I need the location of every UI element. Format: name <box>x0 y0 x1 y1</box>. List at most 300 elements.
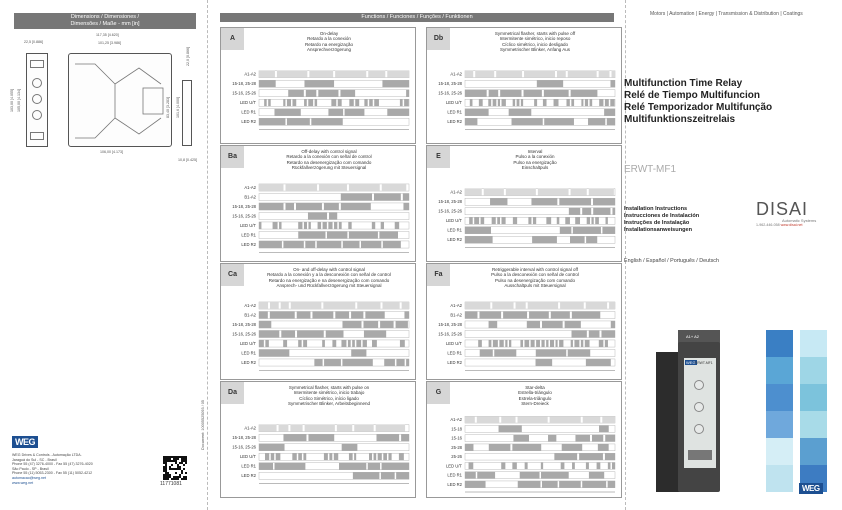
signal-pulse <box>551 311 570 318</box>
signal-label: LED R1 <box>241 463 256 469</box>
signal-pulse <box>306 90 316 97</box>
title-es: Relé de Tiempo Multifuncion <box>624 90 760 101</box>
signal-pulse <box>559 481 581 488</box>
signal-pulse <box>572 311 600 318</box>
signal-pulse <box>259 118 285 125</box>
signal-pulse <box>368 71 385 78</box>
color-tile <box>800 411 827 438</box>
title-de: Multifunktionszeitrelais <box>624 114 736 125</box>
signal-pulse <box>382 184 406 191</box>
signal-pulse <box>342 444 358 451</box>
signal-label: 25-28 <box>451 444 462 450</box>
signal-pulse <box>536 340 540 347</box>
company-address <box>12 453 122 485</box>
description-line: Interval <box>527 149 543 154</box>
signal-label: A1-A2 <box>450 71 462 77</box>
signal-track <box>465 99 615 106</box>
signal-pulse <box>342 321 361 328</box>
signal-label: LED U/T <box>239 454 256 460</box>
signal-pulse <box>542 321 563 328</box>
signal-pulse <box>334 222 337 229</box>
signal-pulse <box>571 99 574 106</box>
signal-pulse <box>312 311 333 318</box>
signal-pulse <box>605 453 615 460</box>
signal-pulse <box>488 99 491 106</box>
relay-weg-badge: WEG <box>686 360 696 365</box>
dimensions-header <box>14 13 196 27</box>
signal-pulse <box>505 340 507 347</box>
signal-pulse <box>611 71 615 78</box>
signal-pulse <box>560 227 572 234</box>
dim-depth-label: 106,00 [4.173] <box>100 150 123 154</box>
signal-pulse <box>298 222 302 229</box>
signal-track <box>465 340 615 347</box>
signal-pulse <box>479 99 483 106</box>
signal-pulse <box>489 444 511 451</box>
signal-track <box>465 462 615 469</box>
signal-pulse <box>586 302 607 309</box>
signal-pulse <box>498 99 500 106</box>
dim-height-label: 83,40 [3.283] <box>166 97 170 118</box>
signal-pulse <box>345 109 365 116</box>
signal-label: B1-A2 <box>244 312 256 318</box>
signal-pulse <box>259 425 277 432</box>
signal-label: A1-A2 <box>244 302 256 308</box>
signal-pulse <box>608 462 611 469</box>
signal-pulse <box>292 453 296 460</box>
signal-label: LED R2 <box>241 473 256 479</box>
description-line: Retardo na energização <box>304 41 354 47</box>
signal-label: LED R2 <box>447 359 462 365</box>
signal-pulse <box>499 425 522 432</box>
signal-pulse <box>499 340 503 347</box>
signal-pulse <box>512 444 541 451</box>
timing-diagram <box>429 58 619 142</box>
signal-pulse <box>324 359 341 366</box>
document-number: Document: 10005525093 / 05 <box>201 399 205 450</box>
signal-pulse <box>525 340 530 347</box>
signal-pulse <box>291 302 322 309</box>
description-line: Ansprechverzögerung <box>306 47 352 53</box>
terminal-block <box>30 60 44 68</box>
signal-pulse <box>490 198 507 205</box>
signal-label: LED U/T <box>445 218 462 224</box>
signal-pulse <box>341 203 371 210</box>
signal-pulse <box>521 99 523 106</box>
signal-pulse <box>379 231 398 238</box>
signal-pulse <box>354 425 373 432</box>
color-tile <box>766 438 793 465</box>
signal-pulse <box>585 340 590 347</box>
signal-pulse <box>265 453 269 460</box>
website-link[interactable]: www.weg.net <box>12 480 34 485</box>
description-line: Symmetrical flasher, starts with pulse off <box>494 31 576 36</box>
signal-pulse <box>348 222 351 229</box>
signal-pulse <box>369 453 372 460</box>
functions-header <box>220 13 614 22</box>
color-tile <box>766 465 793 492</box>
function-code: Da <box>221 382 244 404</box>
signal-pulse <box>506 189 536 196</box>
signal-pulse <box>259 203 284 210</box>
signal-pulse <box>565 321 581 328</box>
signal-pulse <box>574 340 579 347</box>
signal-pulse <box>581 340 583 347</box>
signal-pulse <box>602 227 615 234</box>
signal-pulse <box>388 453 391 460</box>
description-line: Estrela-triângulo <box>518 395 552 401</box>
signal-pulse <box>378 453 382 460</box>
signal-track <box>465 208 615 215</box>
signal-pulse <box>396 321 408 328</box>
company-block <box>12 432 122 485</box>
signal-pulse <box>517 99 520 106</box>
signal-label: 15-18, 25-28 <box>438 199 462 205</box>
signal-label: LED U/T <box>239 222 256 228</box>
signal-label: LED U/T <box>445 100 462 106</box>
relay-product-image <box>656 330 736 495</box>
signal-pulse <box>586 236 597 243</box>
signal-pulse <box>572 330 587 337</box>
signal-pulse <box>591 217 593 224</box>
signal-pulse <box>270 302 279 309</box>
signal-pulse <box>383 453 387 460</box>
signal-pulse <box>309 71 333 78</box>
signal-pulse <box>305 241 315 248</box>
signal-pulse <box>575 217 580 224</box>
function-code: Db <box>427 28 450 50</box>
description-line: Cíclico Simétrico, início ligado <box>299 395 359 401</box>
signal-pulse <box>465 90 487 97</box>
signal-label: A1-A2 <box>244 71 256 77</box>
model-name: ERWT-MF1 <box>624 164 677 175</box>
function-description <box>245 267 413 289</box>
signal-pulse <box>270 311 295 318</box>
signal-pulse <box>586 462 589 469</box>
signal-label: LED R1 <box>241 232 256 238</box>
color-tile <box>766 357 793 384</box>
description-line: Retardo na desenergização com comando <box>286 159 372 165</box>
signal-pulse <box>374 453 377 460</box>
signal-pulse <box>372 340 377 347</box>
description-line: Symmetrischer Blinker, Anfang Aus <box>499 47 571 53</box>
timing-diagram <box>223 412 413 496</box>
description-line: Intermitente simétrico, inicio trabajo <box>293 390 365 396</box>
signal-pulse <box>354 453 356 460</box>
function-code: A <box>221 28 244 50</box>
signal-label: 15-16, 25-26 <box>438 331 462 337</box>
signal-pulse <box>308 99 313 106</box>
signal-pulse <box>465 302 490 309</box>
signal-pulse <box>351 311 363 318</box>
signal-pulse <box>334 453 338 460</box>
signal-pulse <box>589 330 600 337</box>
signal-pulse <box>286 203 294 210</box>
function-code: G <box>427 382 450 404</box>
signal-label: LED R1 <box>447 109 462 115</box>
signal-pulse <box>598 444 609 451</box>
color-tile <box>766 330 793 357</box>
signal-pulse <box>304 99 307 106</box>
signal-pulse <box>273 222 278 229</box>
signal-pulse <box>469 462 474 469</box>
description-line: Estrella-triángulo <box>518 390 552 396</box>
signal-pulse <box>546 340 548 347</box>
dimensions-title: Dimensions / Dimensiones / Dimensões / Maße - mm [in] <box>14 13 196 29</box>
signal-pulse <box>259 71 275 78</box>
signal-pulse <box>387 109 409 116</box>
email-link[interactable]: automacao@weg.net <box>12 475 47 480</box>
signal-pulse <box>281 302 289 309</box>
signal-pulse <box>283 434 306 441</box>
signal-pulse <box>314 359 322 366</box>
description-line: Retriggerable interval with control signal off <box>492 267 578 272</box>
signal-label: 15-16 <box>451 435 462 441</box>
signal-pulse <box>588 118 605 125</box>
relay-terminal-label: A1+ A2 <box>686 334 700 339</box>
signal-pulse <box>509 109 532 116</box>
signal-pulse <box>492 302 513 309</box>
function-box-fa <box>426 263 622 380</box>
signal-pulse <box>513 99 515 106</box>
function-box-e <box>426 145 622 262</box>
signal-pulse <box>283 99 285 106</box>
signal-pulse <box>503 311 527 318</box>
signal-pulse <box>554 99 559 106</box>
color-tile <box>800 357 827 384</box>
signal-label: B1-A2 <box>450 312 462 318</box>
signal-pulse <box>599 425 609 432</box>
signal-pulse <box>524 90 542 97</box>
signal-pulse <box>298 231 325 238</box>
signal-pulse <box>276 453 281 460</box>
signal-label: LED R2 <box>241 359 256 365</box>
weg-logo: WEG <box>799 483 823 494</box>
signal-pulse <box>329 453 332 460</box>
signal-pulse <box>259 444 285 451</box>
relay-knob-icon <box>694 424 704 434</box>
signal-label: LED R1 <box>241 109 256 115</box>
dimensions-panel <box>0 0 208 510</box>
signal-pulse <box>402 302 409 309</box>
signal-pulse <box>581 99 583 106</box>
instructions-es: Instrucciones de Instalación <box>624 213 700 219</box>
description-line: On- and off-delay with control signal <box>293 267 365 272</box>
signal-pulse <box>265 340 268 347</box>
signal-pulse <box>324 453 328 460</box>
functions-title: Functions / Funciones / Funções / Funktionen <box>220 13 614 22</box>
signal-track <box>465 425 615 432</box>
signal-pulse <box>353 472 380 479</box>
signal-label: LED R1 <box>447 350 462 356</box>
signal-label: 15-18 <box>451 426 462 432</box>
signal-pulse <box>395 222 399 229</box>
signal-pulse <box>520 472 540 479</box>
signal-pulse <box>518 481 541 488</box>
signal-pulse <box>605 340 608 347</box>
signal-pulse <box>465 189 482 196</box>
signal-pulse <box>259 340 264 347</box>
signal-pulse <box>374 99 379 106</box>
signal-pulse <box>528 302 558 309</box>
signal-label: LED R2 <box>447 481 462 487</box>
function-code: Fa <box>427 264 450 286</box>
signal-pulse <box>277 71 307 78</box>
signal-pulse <box>489 90 499 97</box>
signal-pulse <box>609 302 615 309</box>
signal-pulse <box>341 340 346 347</box>
signal-label: LED U/T <box>445 463 462 469</box>
signal-pulse <box>593 198 615 205</box>
signal-pulse <box>465 481 486 488</box>
title-pt: Relé Temporizador Multifunção <box>624 102 773 113</box>
dim-height-label: 103,00 [4.055] <box>10 89 14 112</box>
weg-logo: WEG <box>12 436 38 448</box>
signal-pulse <box>318 222 322 229</box>
signal-pulse <box>363 321 378 328</box>
title-en: Multifunction Time Relay <box>624 78 743 89</box>
signal-pulse <box>341 193 372 200</box>
signal-pulse <box>364 330 386 337</box>
signal-pulse <box>582 481 606 488</box>
relay-model-label: ERWT-MF1 <box>695 361 713 365</box>
signal-label: A1-A2 <box>450 302 462 308</box>
weg-logo-right <box>799 478 823 496</box>
timing-diagram <box>429 294 619 378</box>
signal-label: LED R2 <box>241 119 256 125</box>
signal-pulse <box>339 222 342 229</box>
color-tile <box>766 411 793 438</box>
signal-pulse <box>550 340 554 347</box>
product-titles <box>624 78 772 126</box>
signal-pulse <box>525 462 528 469</box>
signal-pulse <box>469 217 473 224</box>
disai-url[interactable]: www.disai.net <box>780 223 803 227</box>
signal-pulse <box>589 189 614 196</box>
signal-pulse <box>557 217 560 224</box>
signal-pulse <box>368 463 380 470</box>
signal-pulse <box>480 349 493 356</box>
function-box-ca <box>220 263 416 380</box>
signal-pulse <box>400 99 403 106</box>
signal-pulse <box>465 472 476 479</box>
signal-pulse <box>611 321 615 328</box>
disai-contact <box>756 223 836 227</box>
signal-pulse <box>259 80 276 87</box>
signal-pulse <box>529 311 549 318</box>
signal-pulse <box>337 425 352 432</box>
signal-pulse <box>349 231 378 238</box>
dim-height-label: 101,6 [4.000] <box>176 97 180 118</box>
signal-pulse <box>554 453 577 460</box>
signal-pulse <box>323 222 327 229</box>
signal-pulse <box>550 416 581 423</box>
description-line: Retardo a la conexión con señal de control <box>286 154 372 160</box>
signal-pulse <box>328 109 343 116</box>
signal-pulse <box>287 99 291 106</box>
signal-pulse <box>296 203 322 210</box>
signal-label: 15-16, 25-26 <box>232 331 256 337</box>
side-view-drawing <box>68 53 172 147</box>
description-line: Intermitente simétrico, inicio reposo <box>499 36 571 42</box>
signal-pulse <box>403 193 409 200</box>
description-line: Retardo na energização e na desenergização com comando <box>268 277 390 283</box>
relay-terminal-block <box>688 450 712 460</box>
signal-pulse <box>352 340 355 347</box>
function-description <box>245 385 413 407</box>
signal-pulse <box>607 118 615 125</box>
signal-pulse <box>308 434 334 441</box>
signal-pulse <box>501 416 515 423</box>
signal-label: LED R2 <box>241 241 256 247</box>
description-line: Pulso a la desconexión con señal de control <box>491 272 579 278</box>
function-box-db <box>426 27 622 144</box>
description-line: Rückfallverzögerung mit Steuersignal <box>291 165 367 171</box>
signal-pulse <box>259 321 271 328</box>
signal-pulse <box>605 99 609 106</box>
signal-pulse <box>304 222 307 229</box>
signal-pulse <box>541 472 569 479</box>
description-line: Pulso na energização <box>513 159 557 165</box>
signal-pulse <box>343 241 360 248</box>
signal-label: B1-A2 <box>244 194 256 200</box>
signal-pulse <box>374 193 401 200</box>
signal-pulse <box>489 321 498 328</box>
relay-knob-icon <box>694 402 704 412</box>
signal-pulse <box>465 118 477 125</box>
description-line: Star-delta <box>525 385 545 390</box>
signal-pulse <box>562 444 582 451</box>
signal-pulse <box>465 109 489 116</box>
signal-label: 15-18, 25-28 <box>232 203 256 209</box>
timing-diagram <box>223 294 413 378</box>
cover-panel <box>626 0 842 510</box>
signal-pulse <box>501 462 505 469</box>
signal-pulse <box>465 311 477 318</box>
signal-pulse <box>590 99 593 106</box>
signal-pulse <box>292 99 296 106</box>
instructions-titles <box>624 206 699 234</box>
instructions-en: Installation Instructions <box>624 206 688 212</box>
signal-pulse <box>602 416 615 423</box>
signal-pulse <box>470 99 473 106</box>
signal-pulse <box>298 453 302 460</box>
signal-pulse <box>587 217 590 224</box>
qr-number: 11771081 <box>160 481 182 487</box>
signal-pulse <box>259 349 289 356</box>
signal-pulse <box>571 90 598 97</box>
signal-pulse <box>288 90 304 97</box>
signal-pulse <box>396 359 404 366</box>
functions-panel <box>208 0 626 510</box>
signal-pulse <box>259 311 268 318</box>
signal-pulse <box>465 416 475 423</box>
instructions-pt: Instruções de Instalação <box>624 220 690 226</box>
signal-pulse <box>381 222 384 229</box>
signal-pulse <box>400 340 405 347</box>
signal-pulse <box>465 236 493 243</box>
signal-pulse <box>571 340 573 347</box>
signal-pulse <box>606 217 608 224</box>
address-line: Phone 55 (11) 5053-2300 - Fax 55 (11) 5052-4212 <box>12 471 93 476</box>
signal-pulse <box>315 99 317 106</box>
description-line: Symmetrical flasher, starts with pulse on <box>288 385 370 390</box>
signal-pulse <box>384 359 395 366</box>
description-line: Symmetrischer Blinker, Arbeitsbeginnend <box>287 401 371 407</box>
signal-pulse <box>583 416 601 423</box>
function-code: Ba <box>221 146 244 168</box>
timing-diagram <box>429 412 619 496</box>
